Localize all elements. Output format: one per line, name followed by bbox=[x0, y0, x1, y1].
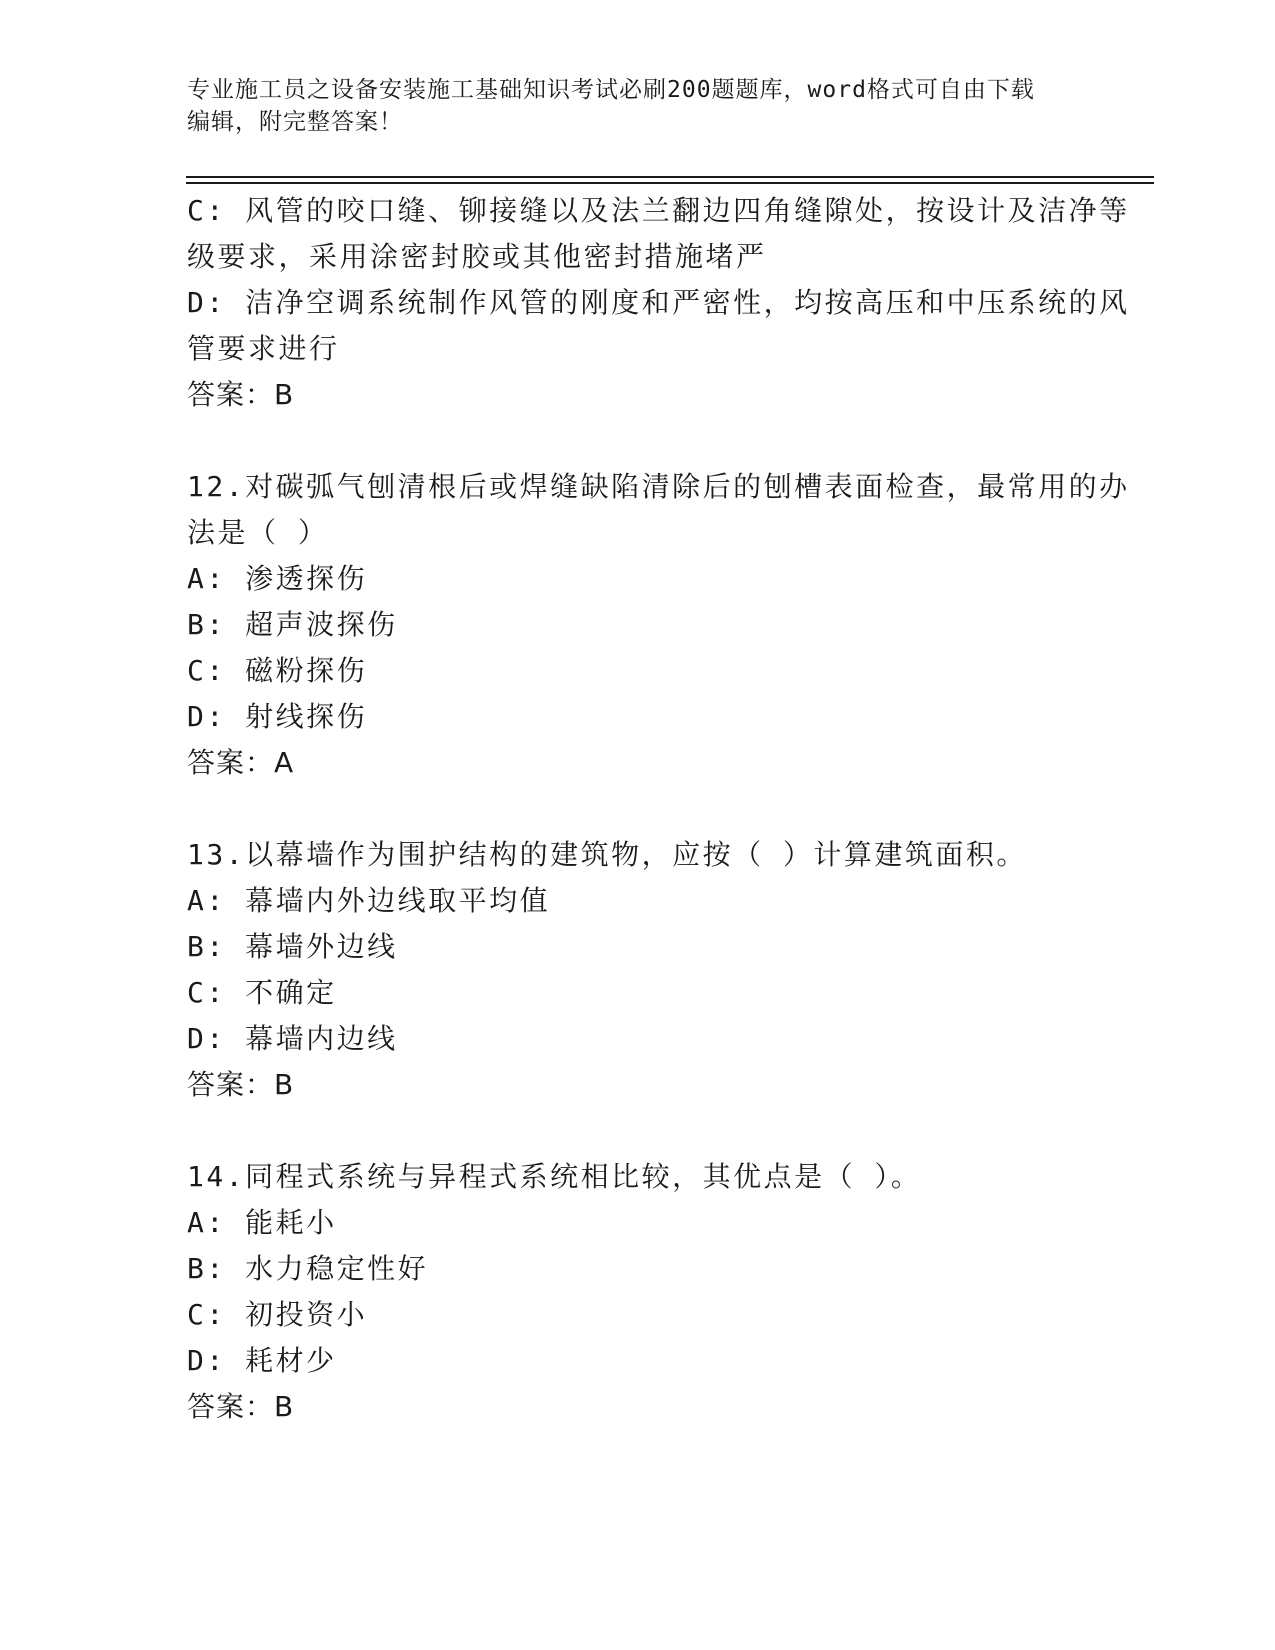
question-13-option-b: B: 幕墙外边线 bbox=[187, 930, 398, 963]
option-c-line-2: 级要求，采用涂密封胶或其他密封措施堵严 bbox=[187, 240, 767, 273]
answer-q13: 答案：B bbox=[187, 1068, 295, 1101]
question-12-stem-line-2: 法是（ ） bbox=[187, 516, 329, 549]
page-header bbox=[187, 74, 1087, 138]
question-14-option-b: B: 水力稳定性好 bbox=[187, 1252, 429, 1285]
option-d-line-1: D: 洁净空调系统制作风管的刚度和严密性，均按高压和中压系统的风 bbox=[187, 286, 1130, 319]
answer-q14: 答案：B bbox=[187, 1390, 295, 1423]
question-14-option-a: A: 能耗小 bbox=[187, 1206, 337, 1239]
answer-q12: 答案：A bbox=[187, 746, 295, 779]
option-d-line-2: 管要求进行 bbox=[187, 332, 340, 365]
header-divider-bottom bbox=[186, 182, 1154, 184]
question-13-option-a: A: 幕墙内外边线取平均值 bbox=[187, 884, 551, 917]
question-12-option-d: D: 射线探伤 bbox=[187, 700, 368, 733]
question-12-option-b: B: 超声波探伤 bbox=[187, 608, 398, 641]
question-14-option-d: D: 耗材少 bbox=[187, 1344, 337, 1377]
question-13-option-c: C: 不确定 bbox=[187, 976, 337, 1009]
question-13-option-d: D: 幕墙内边线 bbox=[187, 1022, 398, 1055]
question-content bbox=[187, 188, 1130, 1430]
question-12-option-a: A: 渗透探伤 bbox=[187, 562, 368, 595]
answer-q11: 答案：B bbox=[187, 378, 295, 411]
question-12-stem-line-1: 12.对碳弧气刨清根后或焊缝缺陷清除后的刨槽表面检查，最常用的办 bbox=[187, 470, 1130, 503]
question-14-stem: 14.同程式系统与异程式系统相比较，其优点是（ ）。 bbox=[187, 1160, 922, 1193]
question-12-option-c: C: 磁粉探伤 bbox=[187, 654, 368, 687]
question-13-stem: 13.以幕墙作为围护结构的建筑物，应按（ ）计算建筑面积。 bbox=[187, 838, 1027, 871]
header-line-2: 编辑，附完整答案！ bbox=[187, 109, 403, 135]
option-c-line-1: C: 风管的咬口缝、铆接缝以及法兰翻边四角缝隙处，按设计及洁净等 bbox=[187, 194, 1130, 227]
header-divider-top bbox=[186, 176, 1154, 178]
spacer bbox=[187, 1108, 1087, 1154]
header-line-1: 专业施工员之设备安装施工基础知识考试必刷200题题库，word格式可自由下载 bbox=[187, 77, 1035, 103]
spacer bbox=[187, 418, 1087, 464]
question-14-option-c: C: 初投资小 bbox=[187, 1298, 368, 1331]
spacer bbox=[187, 786, 1087, 832]
